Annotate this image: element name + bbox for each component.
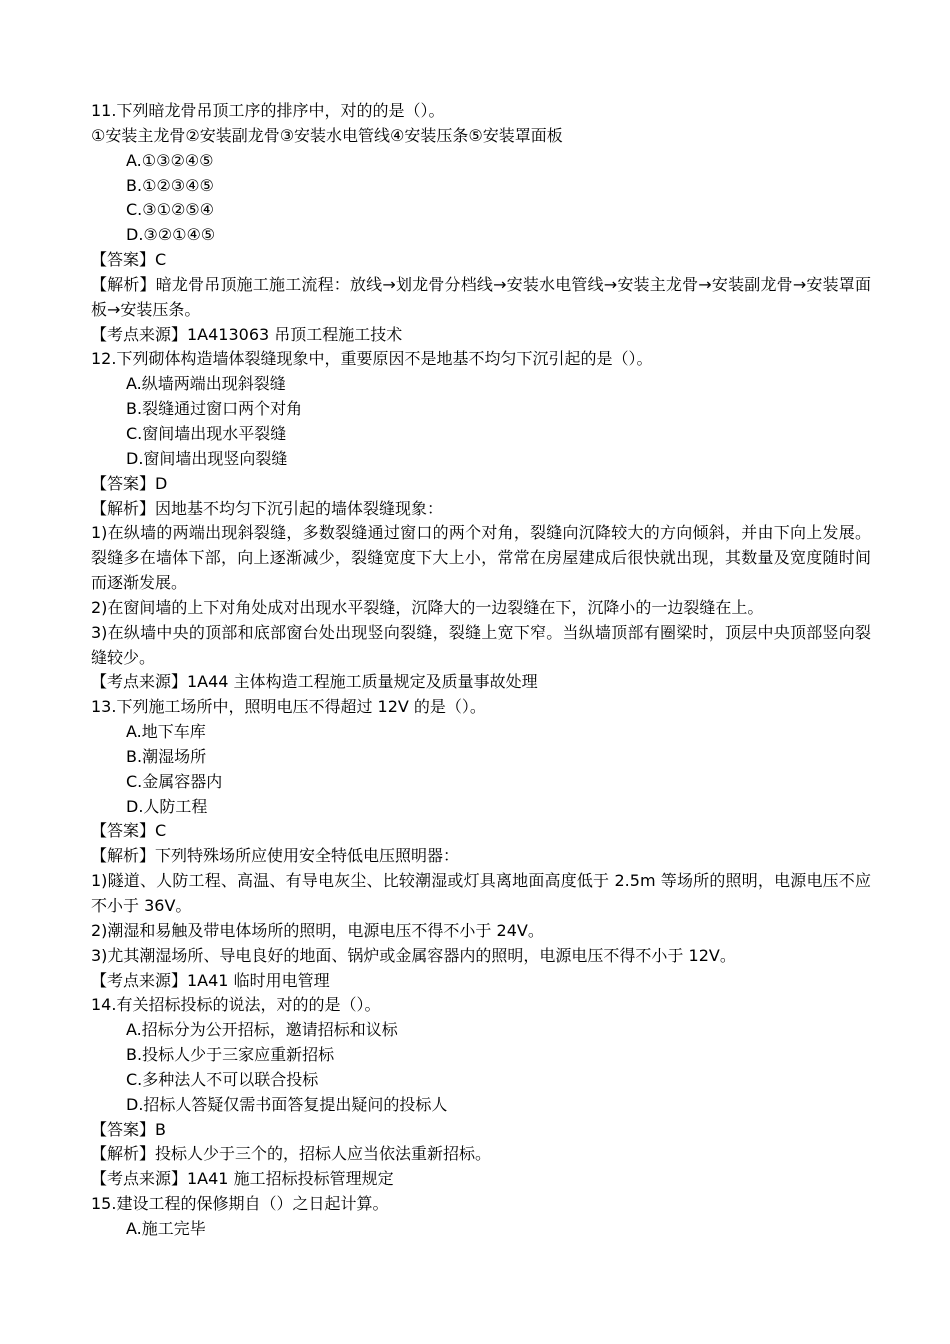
analysis-point-3: 3)在纵墙中央的顶部和底部窗台处出现竖向裂缝，裂缝上宽下窄。当纵墙顶部有圈梁时，顶层中央顶部竖向裂缝较少。 — [91, 622, 871, 667]
option-b: B.投标人少于三家应重新招标 — [126, 1045, 335, 1065]
option-a: A.①③②④⑤ — [126, 150, 214, 170]
source: 【考点来源】1A41 临时用电管理 — [91, 970, 330, 990]
option-a: A.地下车库 — [126, 722, 206, 742]
option-a: A.纵墙两端出现斜裂缝 — [126, 374, 286, 394]
source: 【考点来源】1A413063 吊顶工程施工技术 — [91, 324, 403, 344]
option-d: D.③②①④⑤ — [126, 225, 216, 245]
answer: 【答案】B — [91, 1119, 166, 1139]
option-b: B.裂缝通过窗口两个对角 — [126, 399, 303, 419]
analysis-point-3: 3)尤其潮湿场所、导电良好的地面、锅炉或金属容器内的照明，电源电压不得不小于 12V。 — [91, 945, 736, 965]
option-d: D.人防工程 — [126, 796, 208, 816]
source: 【考点来源】1A44 主体构造工程施工质量规定及质量事故处理 — [91, 672, 538, 692]
answer: 【答案】C — [91, 250, 167, 270]
option-b: B.潮湿场所 — [126, 746, 207, 766]
option-d: D.窗间墙出现竖向裂缝 — [126, 448, 288, 468]
option-c: C.多种法人不可以联合投标 — [126, 1069, 319, 1089]
analysis-point-2: 2)在窗间墙的上下对角处成对出现水平裂缝，沉降大的一边裂缝在下，沉降小的一边裂缝在上。 — [91, 597, 764, 617]
question-stem: 11.下列暗龙骨吊顶工序的排序中，对的的是（）。 — [91, 101, 445, 120]
analysis-point-1: 1)在纵墙的两端出现斜裂缝，多数裂缝通过窗口的两个对角，裂缝向沉降较大的方向倾斜，并由下向上发展。裂缝多在墙体下部，向上逐渐减少，裂缝宽度下大上小，常常在房屋建成后很快就出现，其数量及宽度随时间而逐渐发展。 — [91, 523, 871, 593]
source: 【考点来源】1A41 施工招标投标管理规定 — [91, 1169, 394, 1189]
answer: 【答案】D — [91, 473, 168, 493]
analysis-point-2: 2)潮湿和易触及带电体场所的照明，电源电压不得不小于 24V。 — [91, 920, 544, 940]
option-c: C.窗间墙出现水平裂缝 — [126, 423, 287, 443]
question-stem-sequence: ①安装主龙骨②安装副龙骨③安装水电管线④安装压条⑤安装罩面板 — [91, 125, 563, 145]
question-stem: 12.下列砌体构造墙体裂缝现象中，重要原因不是地基不均匀下沉引起的是（）。 — [91, 349, 653, 369]
analysis: 【解析】投标人少于三个的，招标人应当依法重新招标。 — [91, 1144, 492, 1164]
question-12 — [91, 347, 871, 695]
document-body — [91, 99, 871, 1242]
question-13 — [91, 695, 871, 993]
option-d: D.招标人答疑仅需书面答复提出疑问的投标人 — [126, 1094, 448, 1114]
option-b: B.①②③④⑤ — [126, 175, 214, 195]
option-a: A.招标分为公开招标，邀请招标和议标 — [126, 1020, 398, 1040]
question-stem: 14.有关招标投标的说法，对的的是（）。 — [91, 995, 381, 1015]
question-stem: 13.下列施工场所中，照明电压不得超过 12V 的是（）。 — [91, 697, 486, 717]
analysis-point-1: 1)隧道、人防工程、高温、有导电灰尘、比较潮湿或灯具离地面高度低于 2.5m 等场所的照明，电源电压不应不小于 36V。 — [91, 871, 871, 915]
question-11 — [91, 99, 871, 347]
question-15 — [91, 1192, 871, 1242]
option-c: C.③①②⑤④ — [126, 200, 214, 220]
option-c: C.金属容器内 — [126, 771, 223, 791]
option-a: A.施工完毕 — [126, 1218, 206, 1238]
analysis-heading: 【解析】下列特殊场所应使用安全特低电压照明器： — [91, 846, 460, 866]
question-14 — [91, 993, 871, 1192]
analysis: 【解析】暗龙骨吊顶施工施工流程：放线→划龙骨分档线→安装水电管线→安装主龙骨→安装副龙骨→安装罩面板→安装压条。 — [91, 274, 871, 319]
analysis-heading: 【解析】因地基不均匀下沉引起的墙体裂缝现象： — [91, 498, 444, 518]
question-stem: 15.建设工程的保修期自（）之日起计算。 — [91, 1194, 389, 1214]
answer: 【答案】C — [91, 821, 167, 841]
